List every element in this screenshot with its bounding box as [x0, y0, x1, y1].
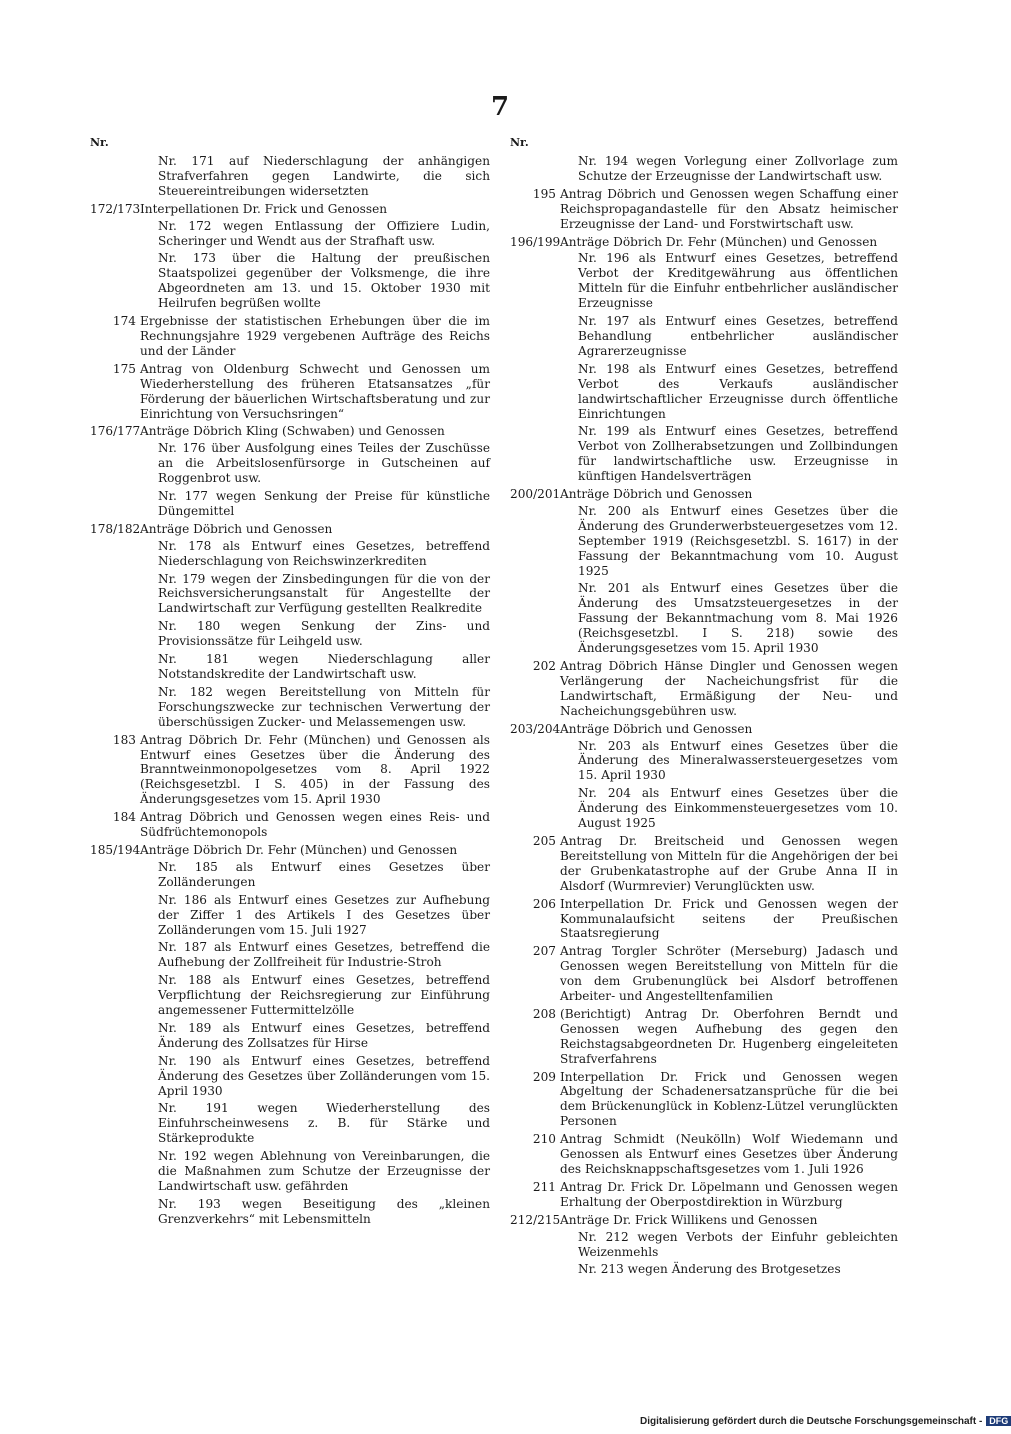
index-entry: [510, 1213, 898, 1278]
entry-number: 206: [532, 896, 556, 911]
entry-number: 212/215: [510, 1212, 561, 1227]
entry-text: Antrag Döbrich und Genossen wegen Schaffung einer Reichspropagandastelle für den Absatz heimischer Erzeugnisse der Land- und Forstwirtschaft usw.: [560, 186, 898, 231]
entry-number: 209: [532, 1069, 556, 1084]
column-heading-left: Nr.: [90, 136, 109, 149]
index-entry: [90, 843, 490, 1227]
footer-text: Digitalisierung gefördert durch die Deutsche Forschungsgemeinschaft -: [640, 1416, 983, 1427]
index-entry: [510, 154, 898, 184]
entry-number: 211: [532, 1179, 556, 1194]
entry-number: 202: [532, 659, 556, 673]
sub-entry: Nr. 196 als Entwurf eines Gesetzes, betreffend Verbot der Kreditgewährung aus öffentlichen Mitteln für die Einfuhr entbehrlicher ausländischer Erzeugnisse: [578, 251, 898, 311]
column-heading-right: Nr.: [510, 136, 529, 149]
sub-entry: Nr. 185 als Entwurf eines Gesetzes über Zolländerungen: [158, 859, 490, 889]
entry-text: Anträge Döbrich Dr. Fehr (München) und Genossen: [560, 234, 878, 249]
sub-entry: Nr. 171 auf Niederschlagung der anhängigen Strafverfahren gegen Landwirte, die sich Steuereintreibungen widersetzten: [158, 154, 490, 198]
left-entries: [90, 154, 490, 1227]
sub-entry: Nr. 181 wegen Niederschlagung aller Notstandskredite der Landwirtschaft usw.: [158, 652, 490, 681]
sub-entry: Nr. 213 wegen Änderung des Brotgesetzes: [578, 1262, 841, 1277]
index-entry: [510, 1007, 898, 1067]
entry-number: 184: [112, 810, 136, 825]
entry-number: 200/201: [510, 487, 561, 502]
index-entry: [510, 834, 898, 894]
index-entry: [90, 522, 490, 730]
index-entry: [510, 1180, 898, 1210]
sub-entry: Nr. 189 als Entwurf eines Gesetzes, betreffend Änderung des Zollsatzes für Hirse: [158, 1020, 490, 1050]
entry-text: (Berichtigt) Antrag Dr. Oberfohren Berndt und Genossen wegen Aufhebung des gegen den Reichstagsabgeordneten Dr. Hugenberg eingeleiteten Strafverfahrens: [560, 1006, 898, 1066]
sub-entry: Nr. 173 über die Haltung der preußischen Staatspolizei gegenüber der Volksmenge, die ihre Abgeordneten am 13. und 15. Oktober 1930 mit Heilrufen begrüßen wollte: [158, 251, 490, 311]
sub-entry: Nr. 198 als Entwurf eines Gesetzes, betreffend Verbot des Verkaufs ausländischer landwirtschaftlicher Erzeugnisse durch öffentliche Einrichtungen: [578, 361, 898, 421]
index-entry: [510, 944, 898, 1004]
sub-entry: Nr. 177 wegen Senkung der Preise für künstliche Düngemittel: [158, 489, 490, 518]
sub-entry: Nr. 193 wegen Beseitigung des „kleinen Grenzverkehrs“ mit Lebensmitteln: [158, 1196, 490, 1226]
entry-text: Antrag Dr. Frick Dr. Löpelmann und Genossen wegen Erhaltung der Oberpostdirektion in Würzburg: [560, 1179, 898, 1209]
entry-number: 172/173: [90, 201, 141, 216]
entry-text: Antrag Torgler Schröter (Merseburg) Jadasch und Genossen wegen Bereitstellung von Mitteln für die von dem Grubenunglück bei Alsdorf betroffenen Arbeiter- und Angestelltenfamilien: [560, 944, 898, 1004]
entry-text: Anträge Döbrich und Genossen: [560, 721, 753, 736]
index-entry: [90, 362, 490, 422]
index-entry: [510, 659, 898, 719]
index-entry: [90, 733, 490, 808]
entry-number: 196/199: [510, 234, 561, 249]
entry-number: 205: [532, 833, 556, 848]
index-entry: [510, 187, 898, 232]
entry-text: Anträge Döbrich und Genossen: [140, 521, 333, 536]
entry-text: Antrag Döbrich Hänse Dingler und Genossen wegen Verlängerung der Nacheichungsfrist für die Landwirtschaft, Ermäßigung der Neu- und Nacheichungsgebühren usw.: [560, 659, 898, 718]
entry-number: 178/182: [90, 521, 141, 536]
sub-entry: Nr. 203 als Entwurf eines Gesetzes über die Änderung des Mineralwassersteuergesetzes vom 15. April 1930: [578, 738, 898, 783]
index-entry: [90, 424, 490, 518]
sub-entry: Nr. 190 als Entwurf eines Gesetzes, betreffend Änderung des Gesetzes über Zolländerungen vom 15. April 1930: [158, 1053, 490, 1098]
entry-number: 174: [112, 314, 136, 329]
entry-text: Antrag Döbrich Dr. Fehr (München) und Genossen als Entwurf eines Gesetzes über die Änderung des Branntweinmonopolgesetzes vom 8. April 1922 (Reichsgesetzbl. I S. 405) in der Fassung des Änderungsgesetzes vom 15. April 1930: [140, 732, 490, 807]
index-entry: [510, 897, 898, 942]
entry-text: Ergebnisse der statistischen Erhebungen über die im Rechnungsjahre 1929 vergebenen Aufträge des Reichs und der Länder: [140, 314, 490, 358]
page-number: 7: [490, 92, 510, 122]
sub-entry: Nr. 192 wegen Ablehnung von Vereinbarungen, die die Maßnahmen zum Schutze der Erzeugnisse der Landwirtschaft usw. gefährden: [158, 1149, 490, 1193]
sub-entry: Nr. 212 wegen Verbots der Einfuhr gebleichten Weizenmehls: [578, 1229, 898, 1259]
index-entry: [510, 1132, 898, 1177]
sub-entry: Nr. 180 wegen Senkung der Zins- und Provisionssätze für Leihgeld usw.: [158, 619, 490, 649]
sub-entry: Nr. 199 als Entwurf eines Gesetzes, betreffend Verbot von Zollherabsetzungen und Zollbindungen für landwirtschaftliche usw. Erzeugnisse in künftigen Handelsverträgen: [578, 424, 898, 484]
index-entry: [510, 487, 898, 656]
entry-text: Antrag Dr. Breitscheid und Genossen wegen Bereitstellung von Mitteln für die Angehörigen der bei der Grubenkatastrophe auf der Grube Anna II in Alsdorf (Wurmrevier) Verunglückten usw.: [560, 833, 898, 893]
entry-text: Interpellationen Dr. Frick und Genossen: [140, 201, 388, 216]
sub-entry: Nr. 187 als Entwurf eines Gesetzes, betreffend die Aufhebung der Zollfreiheit für Industrie-Stroh: [158, 940, 490, 970]
index-entry: [510, 722, 898, 831]
sub-entry: Nr. 191 wegen Wiederherstellung des Einfuhrscheinwesens z. B. für Stärke und Stärkeprodukte: [158, 1101, 490, 1146]
sub-entry: Nr. 186 als Entwurf eines Gesetzes zur Aufhebung der Ziffer 1 des Artikels I des Gesetzes über Zolländerungen vom 15. Juli 1927: [158, 892, 490, 937]
entry-text: Anträge Döbrich Dr. Fehr (München) und Genossen: [140, 842, 458, 857]
entry-text: Antrag von Oldenburg Schwecht und Genossen um Wiederherstellung des früheren Etatsansatzes „für Förderung der bäuerlichen Wirtschaftsberatung und zur Einrichtung von Versuchsringen“: [140, 361, 490, 421]
right-column: [510, 134, 898, 1280]
index-entry: [90, 154, 490, 199]
index-entry: [510, 235, 898, 485]
sub-entry: Nr. 176 über Ausfolgung eines Teiles der Zuschüsse an die Arbeitslosenfürsorge in Gutscheinen auf Roggenbrot usw.: [158, 441, 490, 486]
entry-text: Antrag Döbrich und Genossen wegen eines Reis- und Südfrüchtemonopols: [140, 810, 490, 840]
entry-number: 210: [532, 1132, 556, 1147]
entry-number: 195: [532, 186, 556, 201]
entry-text: Interpellation Dr. Frick und Genossen wegen Abgeltung der Schadenersatzansprüche für die bei dem Brückenunglück in Koblenz-Lützel verunglückten Personen: [560, 1069, 898, 1129]
dfg-logo: DFG: [986, 1416, 1011, 1426]
entry-number: 176/177: [90, 424, 141, 439]
entry-number: 185/194: [90, 842, 141, 857]
sub-entry: Nr. 188 als Entwurf eines Gesetzes, betreffend Verpflichtung der Reichsregierung zur Einführung angemessener Futtermittelzölle: [158, 973, 490, 1018]
index-entry: [90, 202, 490, 311]
sub-entry: Nr. 200 als Entwurf eines Gesetzes über die Änderung des Grunderwerbsteuergesetzes vom 12. September 1919 (Reichsgesetzbl. S. 1617) in der Fassung der Bekanntmachung vom 10. August 1925: [578, 503, 898, 578]
sub-entry: Nr. 194 wegen Vorlegung einer Zollvorlage zum Schutze der Erzeugnisse der Landwirtschaft usw.: [578, 154, 898, 183]
entry-number: 203/204: [510, 721, 561, 736]
entry-text: Anträge Dr. Frick Willikens und Genossen: [560, 1212, 818, 1227]
entry-text: Antrag Schmidt (Neukölln) Wolf Wiedemann und Genossen als Entwurf eines Gesetzes über Änderung des Reichsknappschaftsgesetzes vom 1. Juli 1926: [560, 1132, 898, 1176]
entry-number: 175: [112, 361, 136, 376]
entry-text: Interpellation Dr. Frick und Genossen wegen der Kommunalaufsicht seitens der Preußischen Staatsregierung: [560, 896, 898, 941]
index-entry: [510, 1070, 898, 1130]
index-entry: [90, 810, 490, 840]
entry-number: 208: [532, 1006, 556, 1021]
sub-entry: Nr. 182 wegen Bereitstellung von Mitteln für Forschungszwecke zur technischen Verwertung der überschüssigen Zucker- und Melassemengen usw.: [158, 684, 490, 729]
index-entry: [90, 314, 490, 359]
sub-entry: Nr. 197 als Entwurf eines Gesetzes, betreffend Behandlung entbehrlicher ausländischer Agrarerzeugnisse: [578, 314, 898, 358]
entry-text: Anträge Döbrich und Genossen: [560, 487, 753, 502]
entry-text: Anträge Döbrich Kling (Schwaben) und Genossen: [140, 424, 445, 439]
sub-entry: Nr. 179 wegen der Zinsbedingungen für die von der Reichsversicherungsanstalt für Angestellte der Landwirtschaft zur Verfügung gestellten Realkredite: [158, 571, 490, 616]
sub-entry: Nr. 178 als Entwurf eines Gesetzes, betreffend Niederschlagung von Reichswinzerkrediten: [158, 538, 490, 568]
sub-entry: Nr. 201 als Entwurf eines Gesetzes über die Änderung des Umsatzsteuergesetzes in der Fassung der Bekanntmachung vom 8. Mai 1926 (Reichsgesetzbl. I S. 218) sowie des Änderungsgesetzes vom 15. April 1930: [578, 581, 898, 656]
right-entries: [510, 154, 898, 1277]
entry-number: 207: [532, 944, 556, 959]
left-column: [90, 134, 490, 1230]
entry-number: 183: [112, 732, 136, 747]
sub-entry: Nr. 172 wegen Entlassung der Offiziere Ludin, Scheringer und Wendt aus der Strafhaft usw.: [158, 218, 490, 248]
digitization-footer: [640, 1416, 1011, 1427]
sub-entry: Nr. 204 als Entwurf eines Gesetzes über die Änderung des Einkommensteuergesetzes vom 10. August 1925: [578, 786, 898, 831]
